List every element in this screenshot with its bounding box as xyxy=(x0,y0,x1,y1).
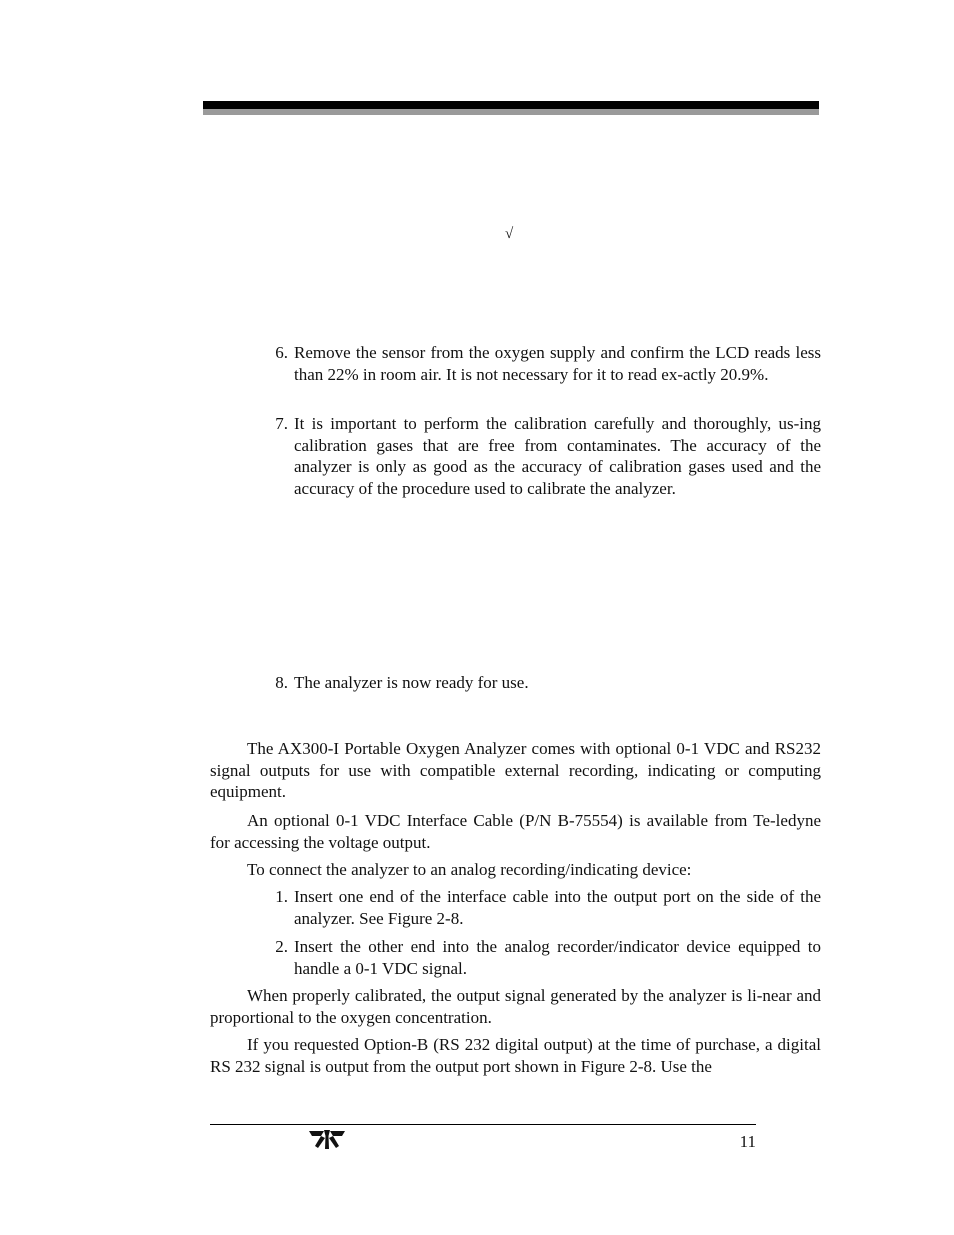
paragraph-interface-cable: An optional 0-1 VDC Interface Cable (P/N B-75554) is available from Te-ledyne for accessing the voltage output. xyxy=(210,811,821,852)
step-text: Remove the sensor from the oxygen supply and confirm the LCD reads less than 22% in room air. It is not necessary for it to read ex-actly 20.9%. xyxy=(294,343,821,384)
connect-step-2 xyxy=(262,936,821,979)
paragraph-outputs: The AX300-I Portable Oxygen Analyzer comes with optional 0-1 VDC and RS232 signal outputs for use with compatible external recording, indicating or computing equipment. xyxy=(210,739,821,801)
connect-step-1 xyxy=(262,886,821,929)
step-text: Insert one end of the interface cable into the output port on the side of the analyzer. See Figure 2-8. xyxy=(294,887,821,928)
step-8 xyxy=(262,672,821,694)
step-text: Insert the other end into the analog recorder/indicator device equipped to handle a 0-1 VDC signal. xyxy=(294,937,821,978)
step-number: 2. xyxy=(275,937,288,956)
footer-rule xyxy=(210,1124,756,1125)
header-rule-shadow xyxy=(203,109,819,115)
paragraph-calibrated-signal: When properly calibrated, the output signal generated by the analyzer is li-near and proportional to the oxygen concentration. xyxy=(210,986,821,1027)
step-number: 8. xyxy=(275,673,288,692)
step-text: The analyzer is now ready for use. xyxy=(294,673,529,692)
page-number: 11 xyxy=(739,1132,756,1151)
step-number: 7. xyxy=(275,414,288,433)
step-7 xyxy=(262,413,821,499)
step-number: 1. xyxy=(275,887,288,906)
step-text: It is important to perform the calibration carefully and thoroughly, us-ing calibration gases that are free from contaminates. The accuracy of the analyzer is only as good as the accuracy of calibration gases used and the accuracy of the procedure used to calibrate the analyzer. xyxy=(294,414,821,498)
step-number: 6. xyxy=(275,343,288,362)
paragraph-option-b: If you requested Option-B (RS 232 digital output) at the time of purchase, a digital RS 232 signal is output from the output port shown in Figure 2-8. Use the xyxy=(210,1035,821,1076)
checkmark-symbol: √ xyxy=(505,226,514,242)
header-rule xyxy=(203,101,819,109)
teledyne-logo-icon xyxy=(308,1128,346,1152)
paragraph-connect-intro: To connect the analyzer to an analog recording/indicating device: xyxy=(247,860,692,879)
step-6 xyxy=(262,342,821,385)
